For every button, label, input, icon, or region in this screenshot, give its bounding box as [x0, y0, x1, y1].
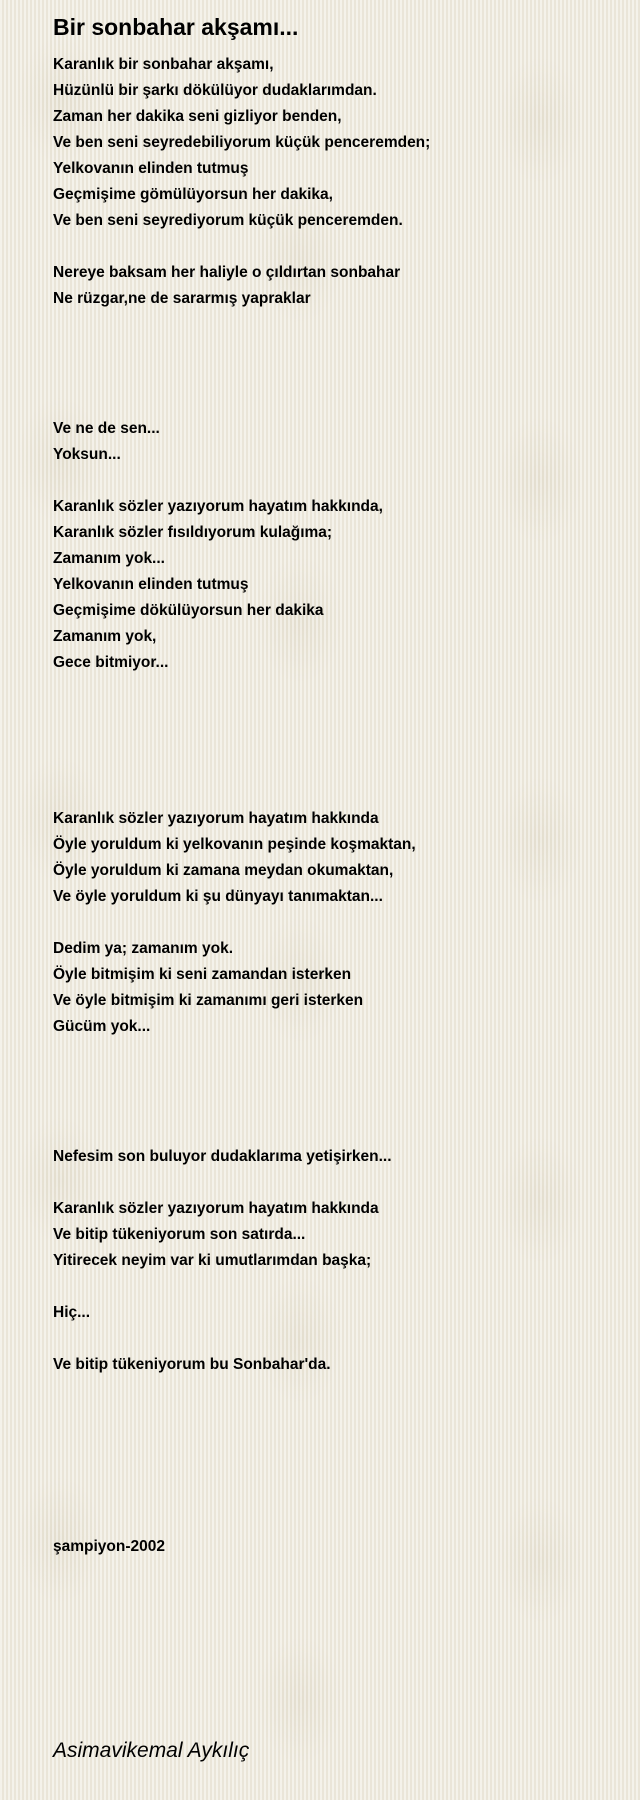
poem-line: Ve ben seni seyredebiliyorum küçük penceremden;: [53, 134, 431, 151]
poem-line: Geçmişime dökülüyorsun her dakika: [53, 602, 324, 619]
poem-blank-line: [53, 1378, 623, 1404]
poem-blank-line: [53, 1118, 623, 1144]
poem-line: Zamanım yok,: [53, 628, 157, 645]
poem-blank-line: [53, 1066, 623, 1092]
poem-line: Ve öyle bitmişim ki zamanımı geri isterken: [53, 992, 364, 1009]
poem-line: Nereye baksam her haliyle o çıldırtan sonbahar: [53, 264, 401, 281]
poem-line: Zaman her dakika seni gizliyor benden,: [53, 108, 342, 125]
poem-blank-line: [53, 1482, 623, 1508]
poem-blank-line: [53, 780, 623, 806]
poem-blank-line: [53, 1092, 623, 1118]
poem-blank-line: [53, 1404, 623, 1430]
poem-line: Zamanım yok...: [53, 550, 165, 567]
poem-blank-line: [53, 1040, 623, 1066]
poem-blank-line: [53, 312, 623, 338]
poem-blank-line: [53, 1456, 623, 1482]
poem-blank-line: [53, 754, 623, 780]
poem-title: Bir sonbahar akşamı...: [53, 14, 299, 40]
poem-line: Karanlık sözler yazıyorum hayatım hakkında: [53, 1200, 379, 1217]
poem-blank-line: [53, 468, 623, 494]
poem-line: Ve öyle yoruldum ki şu dünyayı tanımaktan...: [53, 888, 383, 905]
poem-line: Ve ne de sen...: [53, 420, 160, 437]
poem-blank-line: [53, 1430, 623, 1456]
poem-line: Ve bitip tükeniyorum bu Sonbahar'da.: [53, 1356, 331, 1373]
poem-line: şampiyon-2002: [53, 1538, 165, 1555]
poem-blank-line: [53, 702, 623, 728]
poem-blank-line: [53, 390, 623, 416]
poem-line: Öyle yoruldum ki yelkovanın peşinde koşmaktan,: [53, 836, 416, 853]
poem-line: Öyle yoruldum ki zamana meydan okumaktan,: [53, 862, 394, 879]
poem-line: Gücüm yok...: [53, 1018, 151, 1035]
poem-line: Ne rüzgar,ne de sararmış yapraklar: [53, 290, 311, 307]
poem-line: Gece bitmiyor...: [53, 654, 169, 671]
poem-line: Yitirecek neyim var ki umutlarımdan başka;: [53, 1252, 372, 1269]
poem-blank-line: [53, 1274, 623, 1300]
poem-blank-line: [53, 338, 623, 364]
poem-blank-line: [53, 1508, 623, 1534]
poem-line: Öyle bitmişim ki seni zamandan isterken: [53, 966, 352, 983]
poem-author: Asimavikemal Aykılıç: [53, 1739, 250, 1762]
poem-line: Geçmişime gömülüyorsun her dakika,: [53, 186, 333, 203]
poem-line: Hiç...: [53, 1304, 91, 1321]
poem-line: Ve ben seni seyrediyorum küçük penceremden.: [53, 212, 403, 229]
poem-line: Yelkovanın elinden tutmuş: [53, 576, 249, 593]
poem-blank-line: [53, 910, 623, 936]
poem-blank-line: [53, 676, 623, 702]
poem-blank-line: [53, 364, 623, 390]
poem-line: Ve bitip tükeniyorum son satırda...: [53, 1226, 306, 1243]
poem-line: Yelkovanın elinden tutmuş: [53, 160, 249, 177]
poem-blank-line: [53, 728, 623, 754]
poem-line: Karanlık bir sonbahar akşamı,: [53, 56, 274, 73]
poem-blank-line: [53, 1170, 623, 1196]
poem-line: Nefesim son buluyor dudaklarıma yetişirken...: [53, 1148, 392, 1165]
poem-line: Yoksun...: [53, 446, 121, 463]
poem-line: Karanlık sözler fısıldıyorum kulağıma;: [53, 524, 333, 541]
poem-line: Karanlık sözler yazıyorum hayatım hakkında,: [53, 498, 383, 515]
poem-line: Hüzünlü bir şarkı dökülüyor dudaklarımdan.: [53, 82, 377, 99]
poem-line: Karanlık sözler yazıyorum hayatım hakkında: [53, 810, 379, 827]
poem-blank-line: [53, 1326, 623, 1352]
poem-body: [53, 52, 623, 1560]
poem-blank-line: [53, 234, 623, 260]
poem-line: Dedim ya; zamanım yok.: [53, 940, 234, 957]
